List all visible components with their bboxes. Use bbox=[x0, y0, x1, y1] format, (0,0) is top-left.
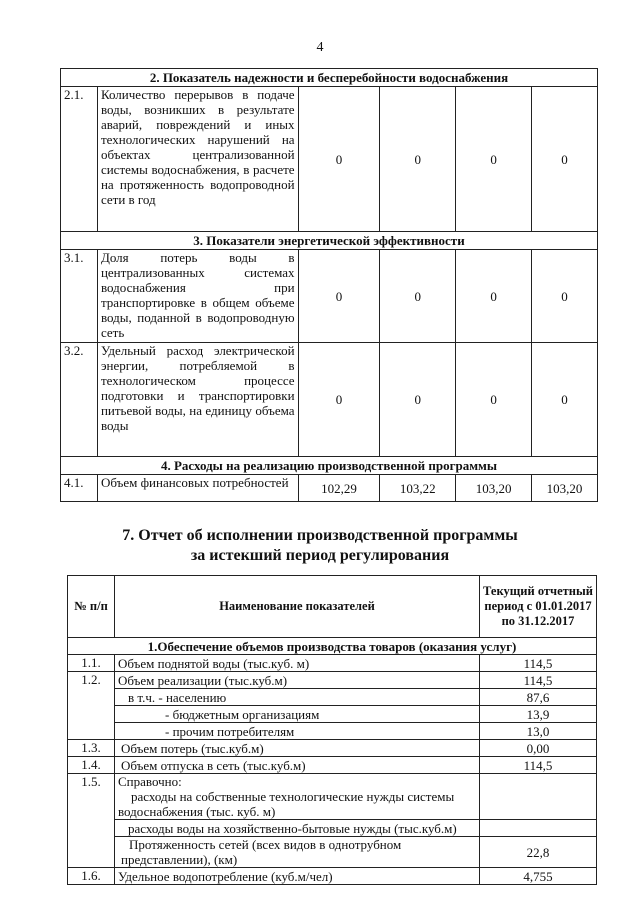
cell-value: 0 bbox=[456, 87, 532, 232]
cell-value: 103,22 bbox=[380, 475, 456, 502]
row-number: 4.1. bbox=[61, 475, 98, 502]
table-row bbox=[61, 87, 598, 232]
row-value: 114,5 bbox=[480, 672, 597, 689]
cell-value: 0 bbox=[532, 250, 598, 343]
cell-value: 103,20 bbox=[456, 475, 532, 502]
cell-value: 0 bbox=[380, 343, 456, 457]
table-row bbox=[61, 250, 598, 343]
row-text: Протяженность сетей (всех видов в однотрубном представлении), (км) bbox=[115, 837, 480, 868]
section-header: 2. Показатель надежности и бесперебойности водоснабжения bbox=[61, 69, 598, 87]
row-text: Удельное водопотребление (куб.м/чел) bbox=[115, 868, 480, 885]
table-row bbox=[68, 655, 597, 672]
row-value: 4,755 bbox=[480, 868, 597, 885]
table-row bbox=[68, 672, 597, 689]
header-num: № п/п bbox=[68, 576, 115, 638]
table-row bbox=[68, 706, 597, 723]
row-value bbox=[480, 820, 597, 837]
row-value: 22,8 bbox=[480, 837, 597, 868]
table-row bbox=[68, 740, 597, 757]
table-row bbox=[68, 820, 597, 837]
section-title bbox=[0, 526, 640, 566]
row-value: 13,0 bbox=[480, 723, 597, 740]
report-table bbox=[67, 575, 597, 885]
cell-value: 0 bbox=[298, 343, 380, 457]
row-value bbox=[480, 774, 597, 820]
section-header: 4. Расходы на реализацию производственной программы bbox=[61, 457, 598, 475]
row-text: в т.ч. - населению bbox=[115, 689, 480, 706]
row-number: 1.2. bbox=[68, 672, 115, 740]
table-row bbox=[61, 475, 598, 502]
row-value: 114,5 bbox=[480, 757, 597, 774]
row-number: 1.1. bbox=[68, 655, 115, 672]
cell-value: 0 bbox=[298, 250, 380, 343]
row-value: 0,00 bbox=[480, 740, 597, 757]
cell-value: 0 bbox=[456, 343, 532, 457]
row-value: 87,6 bbox=[480, 689, 597, 706]
row-number: 3.1. bbox=[61, 250, 98, 343]
row-number: 1.4. bbox=[68, 757, 115, 774]
row-text: - бюджетным организациям bbox=[115, 706, 480, 723]
section-header: 3. Показатели энергетической эффективности bbox=[61, 232, 598, 250]
row-number: 2.1. bbox=[61, 87, 98, 232]
cell-value: 0 bbox=[380, 87, 456, 232]
section-title-line: 7. Отчет об исполнении производственной программы bbox=[122, 527, 518, 544]
row-number: 1.3. bbox=[68, 740, 115, 757]
row-text: Доля потерь воды в централизованных системах водоснабжения при транспортировке в общем объеме воды, поданной в водопроводную сеть bbox=[97, 250, 298, 343]
cell-value: 0 bbox=[380, 250, 456, 343]
cell-value: 103,20 bbox=[532, 475, 598, 502]
row-text: - прочим потребителям bbox=[115, 723, 480, 740]
row-text: Удельный расход электрической энергии, потребляемой в технологическом процессе подготовки и транспортировки питьевой воды, на единицу объема воды bbox=[97, 343, 298, 457]
table-row bbox=[68, 689, 597, 706]
header-name: Наименование показателей bbox=[115, 576, 480, 638]
cell-value: 0 bbox=[298, 87, 380, 232]
table-row bbox=[68, 774, 597, 820]
row-number: 1.5. bbox=[68, 774, 115, 868]
row-value: 13,9 bbox=[480, 706, 597, 723]
row-text-label: Справочно: bbox=[118, 774, 182, 789]
indicators-table bbox=[60, 68, 598, 502]
row-text: Объем отпуска в сеть (тыс.куб.м) bbox=[115, 757, 480, 774]
table-row bbox=[68, 868, 597, 885]
row-text: Объем поднятой воды (тыс.куб. м) bbox=[115, 655, 480, 672]
cell-value: 102,29 bbox=[298, 475, 380, 502]
table-row bbox=[68, 757, 597, 774]
section-title-line: за истекший период регулирования bbox=[190, 547, 450, 564]
section-header: 1.Обеспечение объемов производства товаров (оказания услуг) bbox=[68, 638, 597, 655]
row-number: 1.6. bbox=[68, 868, 115, 885]
cell-value: 0 bbox=[532, 343, 598, 457]
row-number: 3.2. bbox=[61, 343, 98, 457]
cell-value: 0 bbox=[456, 250, 532, 343]
row-text: Объем реализации (тыс.куб.м) bbox=[115, 672, 480, 689]
table-row bbox=[68, 837, 597, 868]
cell-value: 0 bbox=[532, 87, 598, 232]
row-text: Объем финансовых потребностей bbox=[97, 475, 298, 502]
row-value: 114,5 bbox=[480, 655, 597, 672]
row-text: Объем потерь (тыс.куб.м) bbox=[115, 740, 480, 757]
row-text: Количество перерывов в подаче воды, возникших в результате аварий, повреждений и иных технологических нарушений на объектах централизованной системы водоснабжения, в расчете на протяженность водопроводной сети в год bbox=[97, 87, 298, 232]
header-period: Текущий отчетный период с 01.01.2017 по 31.12.2017 bbox=[480, 576, 597, 638]
table-row bbox=[68, 723, 597, 740]
table-row bbox=[61, 343, 598, 457]
row-text bbox=[115, 774, 480, 820]
row-text: расходы воды на хозяйственно-бытовые нужды (тыс.куб.м) bbox=[115, 820, 480, 837]
row-text-detail: расходы на собственные технологические нужды системы водоснабжения (тыс. куб. м) bbox=[118, 789, 455, 819]
page-number: 4 bbox=[316, 40, 324, 55]
